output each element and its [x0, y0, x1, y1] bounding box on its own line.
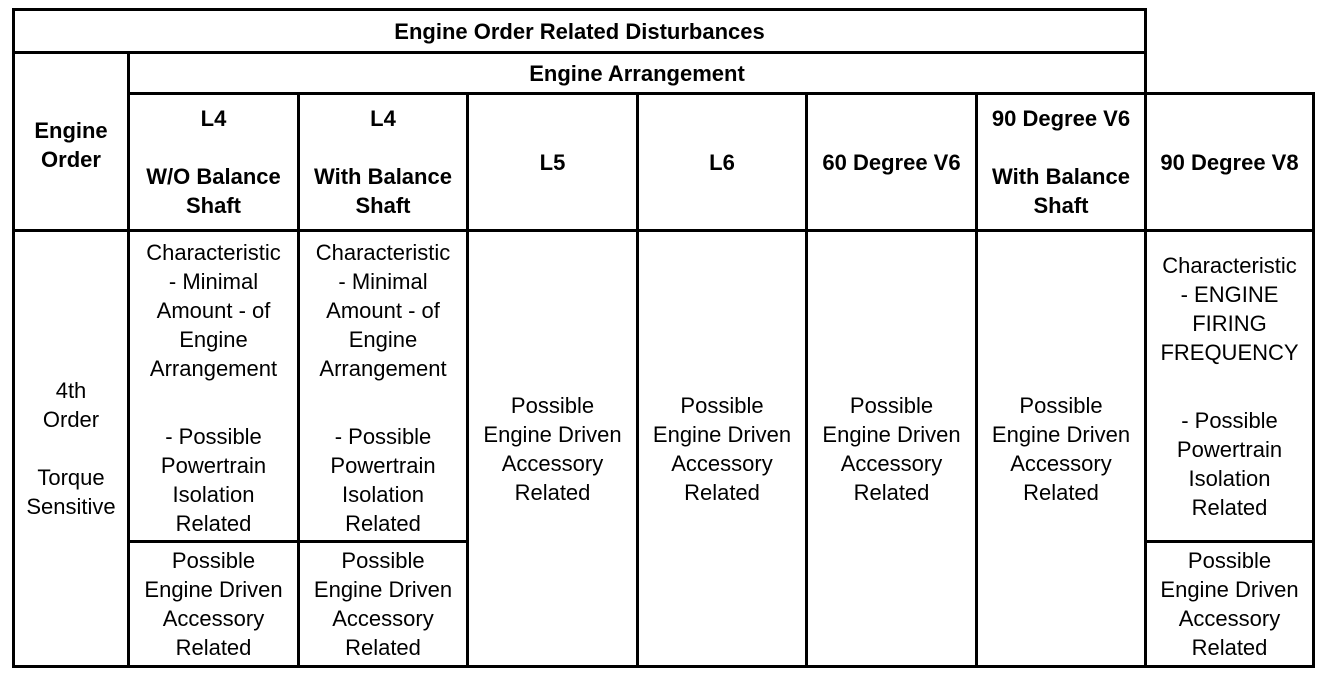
text-line: Possible	[341, 548, 425, 573]
l5-accessory-cell	[466, 229, 639, 668]
l4-wo-balance-accessory-cell	[127, 540, 300, 668]
engine-order-header-line2: Order	[41, 146, 101, 172]
row-label-line4: Sensitive	[26, 494, 116, 519]
text-line: Arrangement	[319, 356, 447, 381]
col-top: 90 Degree V6	[991, 106, 1131, 131]
row-label-4th-order	[12, 229, 130, 668]
col-bottom-2: Shaft	[355, 193, 411, 218]
text-line: Related	[1023, 479, 1099, 505]
text-line: Engine Driven	[144, 577, 283, 602]
text-line: Engine	[348, 327, 418, 352]
text-line: Characteristic	[315, 240, 451, 265]
text-line: Accessory	[501, 450, 604, 476]
col-bottom-2: Shaft	[1033, 193, 1089, 218]
text-line: Related	[175, 635, 252, 660]
text-line: Engine Driven	[822, 421, 961, 447]
text-line: Possible	[680, 392, 764, 418]
text-line: Related	[853, 479, 930, 505]
text-line: Amount - of	[326, 298, 440, 323]
text-line: FIRING	[1192, 310, 1267, 336]
text-line: Arrangement	[149, 356, 278, 381]
text-line: Isolation	[342, 482, 424, 507]
text-line: Engine Driven	[313, 577, 453, 602]
text-line: - Minimal	[168, 269, 259, 294]
engine-arrangement-header	[127, 51, 1147, 95]
engine-arrangement-text: Engine Arrangement	[529, 60, 745, 86]
text-line: Possible	[1019, 392, 1103, 418]
col-label: 60 Degree V6	[822, 149, 961, 175]
col-top: L4	[200, 106, 227, 131]
text-line: Related	[514, 479, 591, 505]
l4-with-balance-accessory-cell	[297, 540, 469, 668]
v8-90-accessory-cell	[1144, 540, 1315, 668]
v6-90-accessory-cell	[975, 229, 1147, 668]
text-line: Engine	[179, 327, 248, 352]
column-header-l5	[466, 92, 639, 232]
col-label: 90 Degree V8	[1160, 149, 1299, 175]
text-line: Isolation	[172, 482, 255, 507]
text-line: FREQUENCY	[1160, 339, 1299, 365]
table-title	[12, 8, 1147, 54]
text-line: - Possible	[1181, 407, 1278, 433]
text-line: Engine Driven	[1160, 577, 1299, 602]
column-header-l4-wo-balance	[127, 92, 300, 232]
col-bottom-1: With Balance	[314, 164, 452, 189]
text-line: - Possible	[165, 424, 262, 449]
row-label-line2: Order	[42, 407, 100, 432]
l4-with-balance-characteristic-cell	[297, 229, 469, 543]
column-header-l4-with-balance	[297, 92, 469, 232]
column-header-60-degree-v6	[805, 92, 978, 232]
text-line: Accessory	[1178, 606, 1281, 631]
col-bottom-2: Shaft	[186, 193, 241, 218]
text-line: - ENGINE	[1180, 281, 1279, 307]
engine-order-header	[12, 51, 130, 232]
v8-90-characteristic-cell	[1144, 229, 1315, 543]
text-line: Related	[684, 479, 760, 505]
column-header-l6	[636, 92, 808, 232]
text-line: - Possible	[334, 424, 432, 449]
text-line: Accessory	[332, 606, 434, 631]
col-top: L4	[370, 106, 396, 131]
text-line: Related	[345, 511, 421, 536]
column-header-90-degree-v6	[975, 92, 1147, 232]
text-line: Engine Driven	[652, 421, 792, 447]
text-line: Accessory	[162, 606, 265, 631]
text-line: Possible	[1187, 548, 1272, 573]
v6-60-accessory-cell	[805, 229, 978, 668]
text-line: Characteristic	[1162, 252, 1297, 278]
text-line: Accessory	[1010, 450, 1112, 476]
col-label: L5	[539, 149, 566, 175]
text-line: Amount - of	[156, 298, 271, 323]
text-line: Related	[1191, 635, 1268, 660]
text-line: Possible	[510, 392, 595, 418]
col-bottom-1: With Balance	[992, 164, 1130, 189]
engine-order-header-line1: Engine	[34, 117, 108, 143]
row-label-line1: 4th	[55, 378, 87, 403]
text-line: Isolation	[1188, 465, 1271, 491]
column-header-90-degree-v8	[1144, 92, 1315, 232]
text-line: Powertrain	[1176, 436, 1283, 462]
col-label: L6	[709, 149, 735, 175]
l6-accessory-cell	[636, 229, 808, 668]
text-line: Powertrain	[160, 453, 267, 478]
text-line: Engine Driven	[991, 421, 1131, 447]
col-bottom-1: W/O Balance	[146, 164, 281, 189]
row-label-line3: Torque	[37, 465, 105, 490]
text-line: Powertrain	[330, 453, 436, 478]
text-line: Accessory	[671, 450, 773, 476]
text-line: Accessory	[840, 450, 943, 476]
l4-wo-balance-characteristic-cell	[127, 229, 300, 543]
text-line: - Minimal	[338, 269, 428, 294]
text-line: Engine Driven	[483, 421, 622, 447]
text-line: Related	[345, 635, 421, 660]
text-line: Possible	[849, 392, 934, 418]
text-line: Related	[1191, 494, 1268, 520]
text-line: Characteristic	[146, 240, 281, 265]
text-line: Related	[175, 511, 252, 536]
text-line: Possible	[171, 548, 256, 573]
table-title-text: Engine Order Related Disturbances	[394, 18, 765, 44]
